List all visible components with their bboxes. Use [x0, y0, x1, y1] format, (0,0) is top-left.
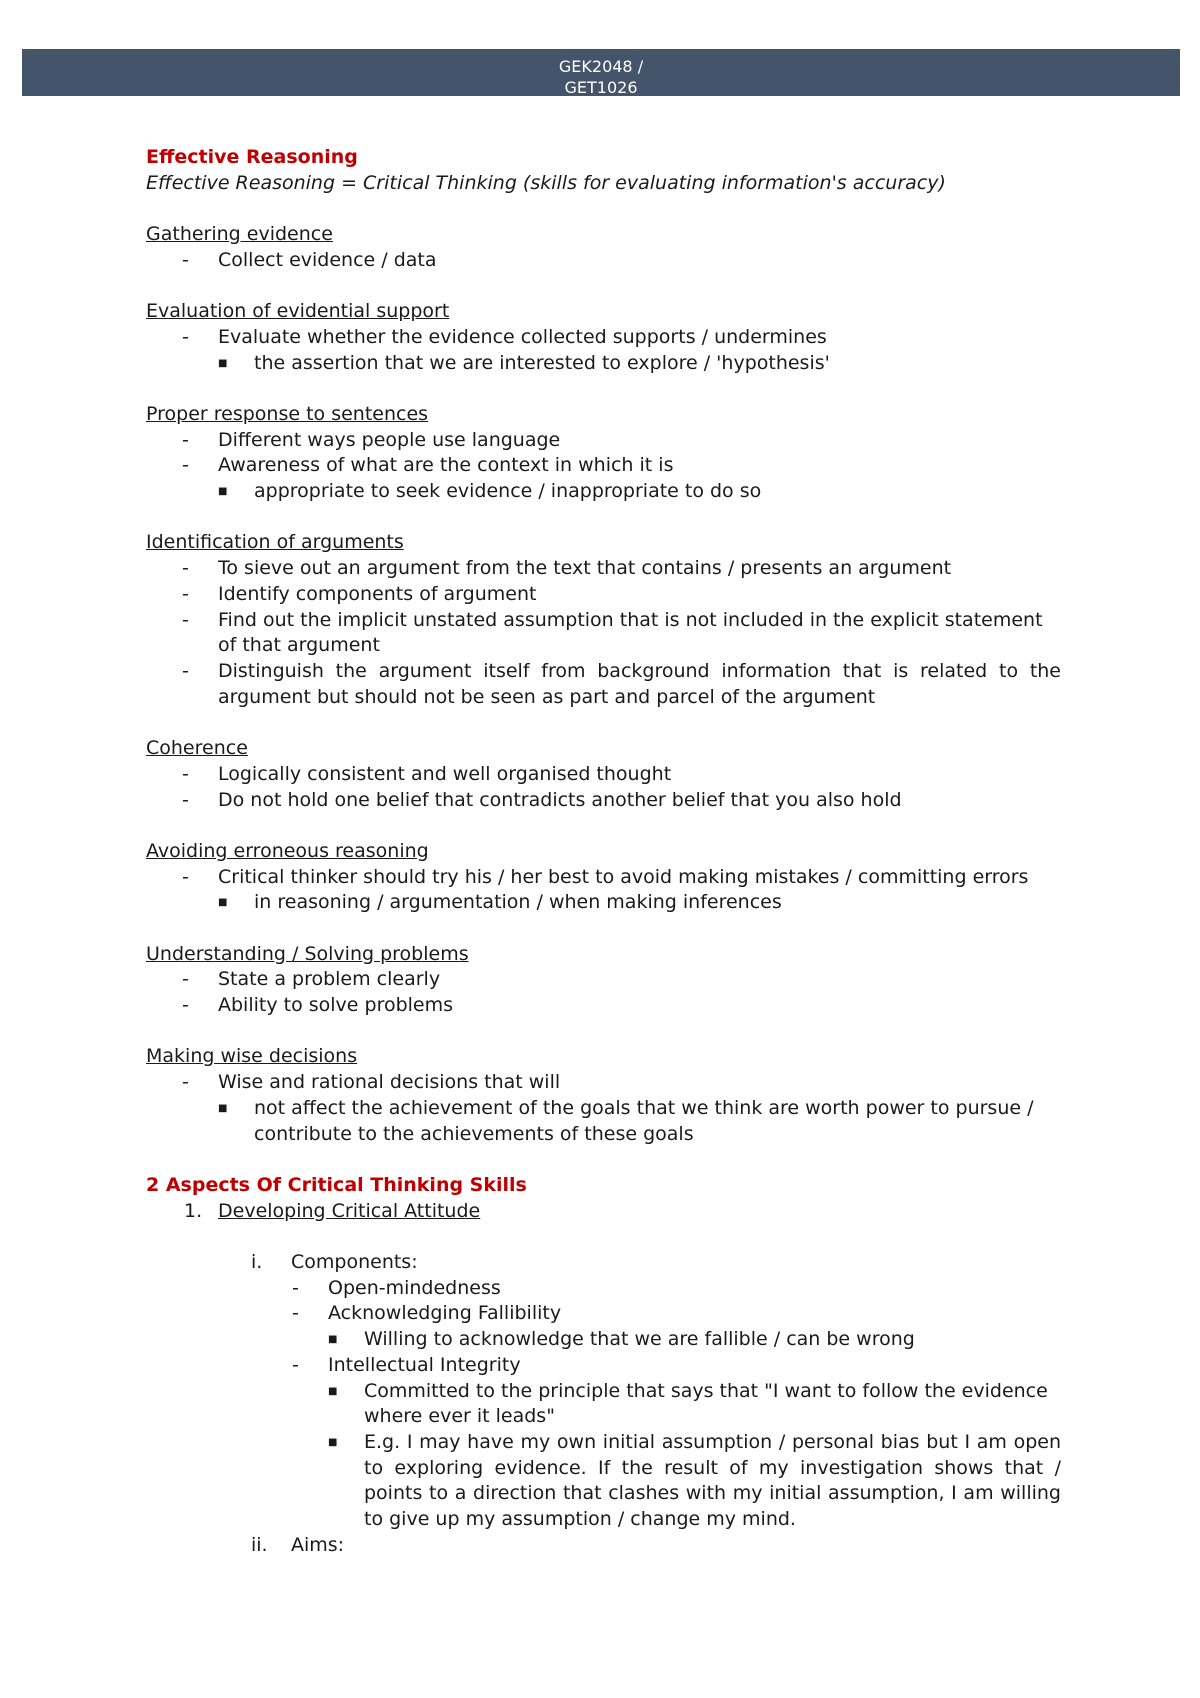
list-item-text: Critical thinker should try his / her best to avoid making mistakes / committing errors [218, 865, 1029, 888]
sub-list-item-text: Willing to acknowledge that we are fallible / can be wrong [364, 1328, 915, 1351]
dash-marker: - [182, 582, 189, 605]
header-course-code-2: GET1026 [564, 78, 638, 96]
list-item [146, 865, 1061, 891]
sub-list-item-text: in reasoning / argumentation / when making inferences [254, 891, 782, 914]
dash-marker: - [182, 248, 189, 271]
list-item [146, 325, 1061, 351]
list-item [146, 659, 1061, 710]
number-marker: 1. [184, 1199, 203, 1222]
sub-list-item [146, 351, 1061, 377]
list-item [146, 762, 1061, 788]
list-item-text: Awareness of what are the context in which it is [218, 454, 674, 477]
sub-list-item [146, 479, 1061, 505]
list-item [146, 993, 1061, 1019]
list-item [146, 967, 1061, 993]
dash-marker: - [182, 994, 189, 1017]
list-item-text: Distinguish the argument itself from background information that is related to the argument but should not be seen as part and parcel of the argument [218, 660, 1061, 708]
list-item [146, 1301, 1061, 1327]
square-bullet-icon: ■ [218, 1102, 228, 1114]
effective-reasoning-heading: Effective Reasoning [146, 146, 358, 168]
dash-marker: - [182, 428, 189, 451]
dash-marker: - [182, 1071, 189, 1094]
list-item [146, 788, 1061, 814]
list-item-text: To sieve out an argument from the text that contains / presents an argument [218, 557, 952, 580]
sub-list-item-text: not affect the achievement of the goals that we think are worth power to pursue / contribute to the achievements of these goals [254, 1096, 1034, 1145]
roman-marker: i. [251, 1251, 263, 1274]
list-item [146, 428, 1061, 454]
dash-marker: - [182, 788, 189, 811]
section-title-evaluation: Evaluation of evidential support [146, 300, 450, 323]
list-item-text: Different ways people use language [218, 428, 561, 451]
section-title-avoiding: Avoiding erroneous reasoning [146, 839, 429, 862]
sub-list-item-text: the assertion that we are interested to explore / 'hypothesis' [254, 351, 830, 374]
dash-marker: - [182, 660, 189, 682]
square-bullet-icon: ■ [328, 1334, 338, 1346]
sub-list-item-text: E.g. I may have my own initial assumption / personal bias but I am open to exploring evidence. If the result of my investigation shows that / points to a direction that clashes with my initial assumption, I am willing to give up my assumption / change my mind. [364, 1431, 1061, 1531]
list-item [146, 1276, 1061, 1302]
sub-list-item [146, 1379, 1061, 1430]
list-item-text: Evaluate whether the evidence collected supports / undermines [218, 325, 827, 348]
roman-item-label: Aims: [291, 1533, 345, 1556]
section-title-decisions: Making wise decisions [146, 1045, 358, 1068]
list-item-text: Ability to solve problems [218, 994, 454, 1017]
dash-marker: - [182, 608, 189, 631]
sub-list-item [146, 890, 1061, 916]
effective-reasoning-definition: Effective Reasoning = Critical Thinking (skills for evaluating information's accuracy) [146, 171, 946, 194]
spacer [146, 1147, 1061, 1173]
roman-item-label: Components: [291, 1251, 418, 1274]
document-header [22, 49, 1180, 96]
section-title-coherence: Coherence [146, 737, 248, 760]
sub-list-item [146, 1430, 1061, 1533]
list-item [146, 556, 1061, 582]
numbered-item-label: Developing Critical Attitude [218, 1199, 481, 1222]
square-bullet-icon: ■ [218, 357, 228, 369]
list-item-text: Wise and rational decisions that will [218, 1071, 561, 1094]
dash-marker: - [182, 557, 189, 580]
square-bullet-icon: ■ [218, 897, 228, 909]
list-item-text: Logically consistent and well organised thought [218, 762, 672, 785]
dash-marker: - [182, 454, 189, 477]
list-item [146, 608, 1061, 659]
list-item [146, 248, 1061, 274]
list-item-text: State a problem clearly [218, 968, 441, 991]
section-title-understanding: Understanding / Solving problems [146, 942, 469, 965]
header-course-code-1: GEK2048 / [558, 57, 644, 76]
dash-marker: - [182, 865, 189, 888]
dash-marker: - [292, 1353, 299, 1376]
list-item-text: Open-mindedness [328, 1276, 501, 1299]
list-item [146, 453, 1061, 479]
list-item [146, 1353, 1061, 1379]
roman-item [146, 1533, 1061, 1559]
dash-marker: - [182, 325, 189, 348]
list-item-text: Identify components of argument [218, 582, 537, 605]
list-item-text: Do not hold one belief that contradicts another belief that you also hold [218, 788, 902, 811]
list-item-text: Collect evidence / data [218, 248, 437, 271]
section-title-gathering: Gathering evidence [146, 223, 333, 246]
roman-item [146, 1250, 1061, 1276]
square-bullet-icon: ■ [328, 1437, 338, 1448]
list-item-text: Intellectual Integrity [328, 1353, 521, 1376]
section-title-proper-response: Proper response to sentences [146, 402, 429, 425]
list-item-text: Acknowledging Fallibility [328, 1302, 562, 1325]
section-title-identification: Identification of arguments [146, 531, 404, 554]
sub-list-item [146, 1327, 1061, 1353]
spacer [146, 1224, 1061, 1250]
aspects-heading: 2 Aspects Of Critical Thinking Skills [146, 1173, 527, 1196]
sub-list-item [146, 1096, 1061, 1147]
dash-marker: - [292, 1276, 299, 1299]
dash-marker: - [182, 762, 189, 785]
roman-marker: ii. [251, 1533, 268, 1556]
sub-list-item-text: Committed to the principle that says that "I want to follow the evidence where ever it leads" [364, 1379, 1048, 1428]
document-body [146, 145, 1061, 1559]
square-bullet-icon: ■ [218, 486, 228, 498]
list-item-text: Find out the implicit unstated assumption that is not included in the explicit statement of that argument [218, 608, 1043, 657]
numbered-item [146, 1199, 1061, 1225]
square-bullet-icon: ■ [328, 1385, 338, 1397]
list-item [146, 582, 1061, 608]
dash-marker: - [292, 1302, 299, 1325]
list-item [146, 1070, 1061, 1096]
dash-marker: - [182, 968, 189, 991]
sub-list-item-text: appropriate to seek evidence / inappropriate to do so [254, 480, 762, 503]
